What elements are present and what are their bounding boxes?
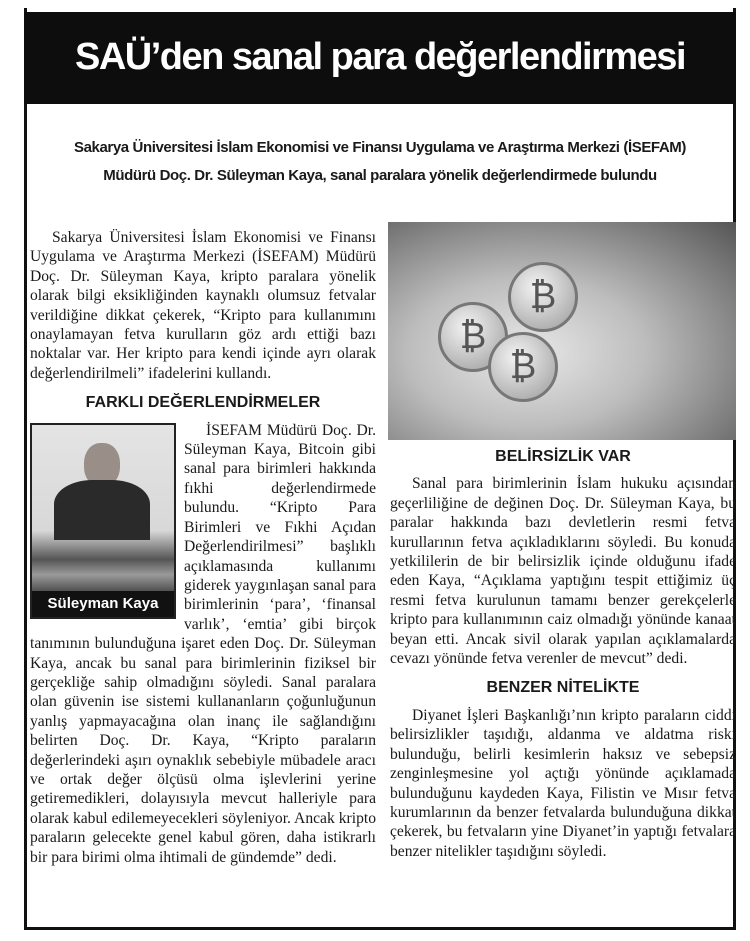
body-paragraph: Diyanet İşleri Başkanlığı’nın kripto paraların ciddi belirsizlikler taşıdığı, aldanma ve aldatma riski bulunduğu, belirli kesimlerin haksız ve sebepsiz zenginleşmesine yol açtığı yönünde açıklamada bulunduğunu kaydeden Kaya, Filistin ve Mısır fetva kurumlarının da benzer fetvalarda bulunduğuna dikkat çekerek, bu fetvaların yine Diyanet’in yaptığı fetvalara benzer nitelikler taşıdığını söyledi. bbox=[390, 706, 736, 860]
portrait-photo bbox=[30, 423, 176, 619]
portrait-body bbox=[54, 480, 150, 540]
intro-paragraph: Sakarya Üniversitesi İslam Ekonomisi ve Finansı Uygulama ve Araştırma Merkezi (İSEFAM) Müdürü Doç. Dr. Süleyman Kaya, kripto paralara yönelik olarak bilgi eksikliğinden kaynaklı olumsuz fetvalar verildiğine dikkat çekerek, “Kripto para kullanımını onaylamayan fetva kurulların göz ardı ettiği bazı noktalar var. Her kripto para kendi içinde ayrı olarak değerlendirilmeli” ifadelerini kullandı. bbox=[30, 229, 376, 382]
right-column bbox=[390, 448, 736, 861]
bitcoin-coin-icon: ₿ bbox=[438, 302, 508, 372]
subtitle-line: Müdürü Doç. Dr. Süleyman Kaya, sanal paralara yönelik değerlendirmede bulundu bbox=[103, 167, 657, 184]
left-column bbox=[30, 228, 376, 867]
body-paragraph: Sanal para birimlerinin İslam hukuku açısından geçerliliğine de değinen Doç. Dr. Süleyman Kaya, bu paralar hakkında bazı devletlerin resmi fetva kurullarının fetva açıkladıklarını söyledi. Bu konuda yetkililerin de bir belirsizlik içinde olduğunu ifade eden Kaya, “Açıklama yaptığını tespit ettiğimiz üç resmi fetva kurulunun tamamı benzer gerekçelerle kripto para kullanımının caiz olmadığı yönünde kanaat beyan etti. Ancak sivil olarak yapılan açıklamalarda cevazı yönünde fetva verenler de mevcut” dedi. bbox=[390, 475, 736, 668]
bitcoin-photo bbox=[388, 222, 736, 440]
bitcoin-coin-icon: ₿ bbox=[488, 332, 558, 402]
photo-caption: Süleyman Kaya bbox=[32, 591, 174, 617]
headline: SAÜ’den sanal para değerlendirmesi bbox=[74, 36, 685, 79]
body-paragraph: İSEFAM Müdürü Doç. Dr. Süleyman Kaya, Bitcoin gibi sanal para birimleri hakkında fıkhi değerlendirmede bulundu. “Kripto Para Birimleri ve Fıkhi Açıdan Değerlendirilmesi” başlıklı açıklamasında kullanımı giderek yaygınlaşan sanal para birimlerinin ‘para’, ‘finansal varlık’, ‘emtia’ gibi birçok tanımının bulunduğuna işaret eden Doç. Dr. Süleyman Kaya, ancak bu sanal para birimlerinin fiziksel bir gerçekliğe sahip olmadığını söyledi. Sanal paralara olan güvenin ise sistemi kullananların çoğunluğunun yanlış yapmayacağına olan inanç ile sağlandığını belirten Doç. Dr. Kaya, “Kripto paraların değerlerindeki aşırı oynaklık sebebiyle mübadele aracı ve ortak değer ölçüsü olma işlevlerini yerine getiremedikleri, dolayısıyla mevcut halleriyle para olarak kabul edilemeyecekleri söyleniyor. Ancak kripto paraların gelecekte genel kabul gören, daha istikrarlı bir para birimi olma ihtimali de gündemde” dedi. bbox=[30, 421, 376, 866]
section-heading: FARKLI DEĞERLENDİRMELER bbox=[85, 394, 321, 412]
subtitle bbox=[28, 134, 732, 190]
bitcoin-coin-icon: ₿ bbox=[508, 262, 578, 332]
section-heading: BELİRSİZLİK VAR bbox=[495, 448, 631, 465]
headline-bar bbox=[24, 12, 736, 104]
subtitle-line: Sakarya Üniversitesi İslam Ekonomisi ve Finansı Uygulama ve Araştırma Merkezi (İSEFAM) bbox=[74, 139, 686, 156]
section-heading: BENZER NİTELİKTE bbox=[486, 679, 640, 697]
